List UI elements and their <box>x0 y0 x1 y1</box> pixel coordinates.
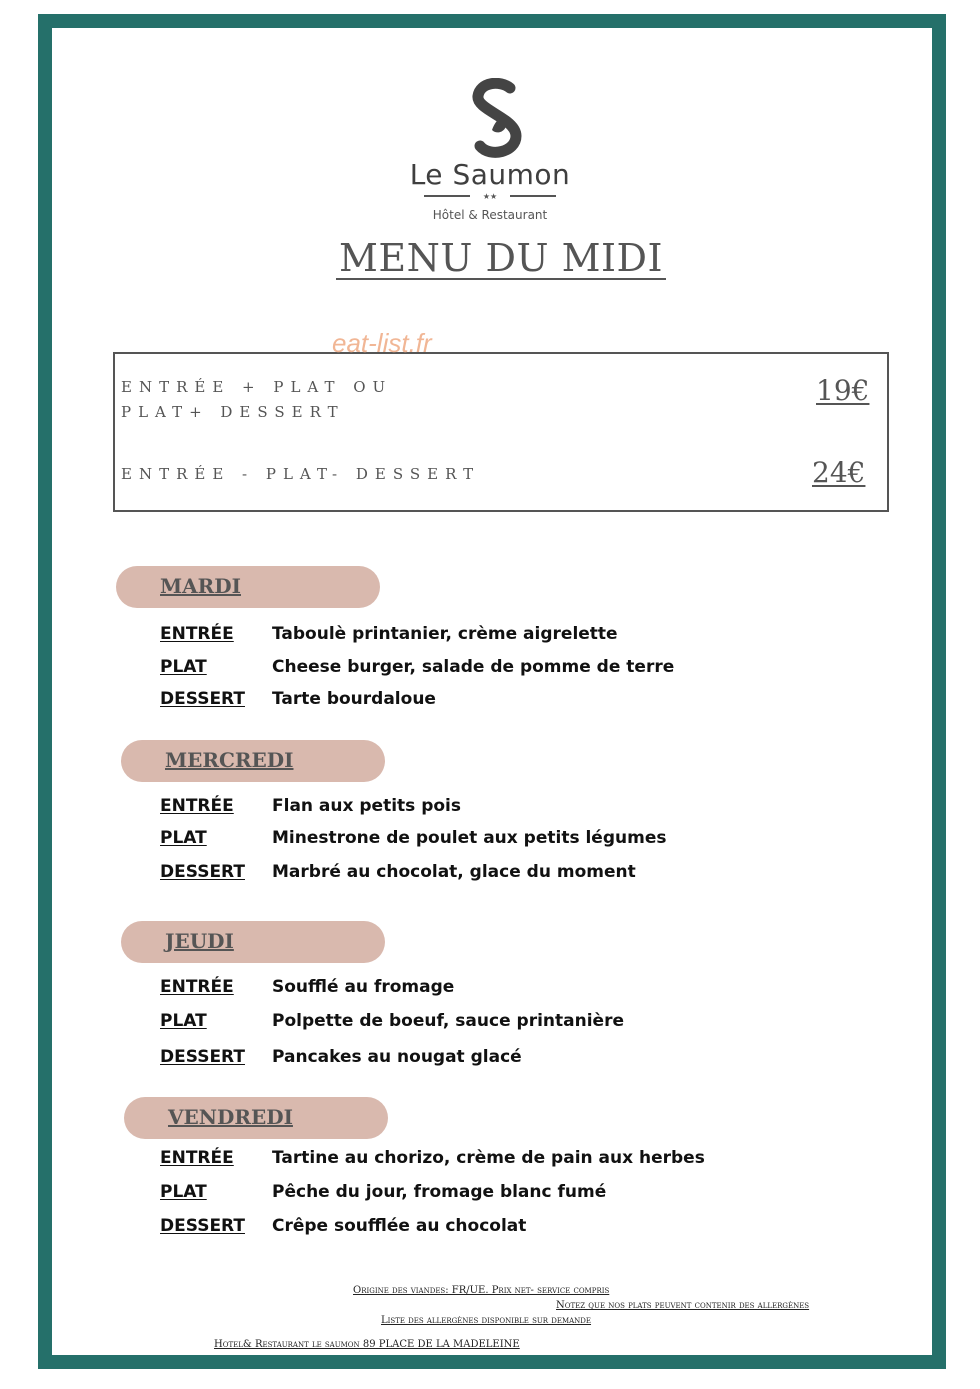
course-label: PLAT <box>160 1182 207 1202</box>
brand-name: Le Saumon <box>409 158 571 191</box>
day-header-jeudi <box>121 921 385 963</box>
day-name: MARDI <box>160 574 241 598</box>
dish-name: Soufflé au fromage <box>272 977 455 997</box>
dish-name: Crêpe soufflée au chocolat <box>272 1216 527 1236</box>
footer-address: Hotel& Restaurant le saumon 89 PLACE DE LA MADELEINE <box>214 1339 520 1350</box>
brand-stars: ★★ <box>470 193 510 201</box>
dish-name: Pêche du jour, fromage blanc fumé <box>272 1182 607 1202</box>
footer-allergen-list: Liste des allergènes disponible sur demande <box>381 1315 592 1326</box>
day-header-mardi <box>116 566 380 608</box>
price-box <box>113 352 889 512</box>
dish-name: Cheese burger, salade de pomme de terre <box>272 657 675 677</box>
page-title: MENU DU MIDI <box>336 236 666 280</box>
course-label: DESSERT <box>160 1216 245 1236</box>
dish-name: Tarte bourdaloue <box>272 689 436 709</box>
course-label: PLAT <box>160 828 207 848</box>
day-name: JEUDI <box>165 929 234 953</box>
formula-1-price: 19€ <box>816 374 870 407</box>
day-name: MERCREDI <box>165 748 294 772</box>
course-label: PLAT <box>160 657 207 677</box>
course-label: DESSERT <box>160 689 245 709</box>
course-label: ENTRÉE <box>160 796 234 816</box>
course-label: DESSERT <box>160 862 245 882</box>
course-label: PLAT <box>160 1011 207 1031</box>
salmon-logo-icon <box>470 78 524 158</box>
footer-allergen-note: Notez que nos plats peuvent contenir des allergènes <box>556 1300 810 1311</box>
dish-name: Polpette de boeuf, sauce printanière <box>272 1011 624 1031</box>
dish-name: Tartine au chorizo, crème de pain aux herbes <box>272 1148 705 1168</box>
course-label: DESSERT <box>160 1047 245 1067</box>
dish-name: Pancakes au nougat glacé <box>272 1047 522 1067</box>
dish-name: Marbré au chocolat, glace du moment <box>272 862 636 882</box>
footer-origin-note: Origine des viandes: FR/UE. Prix net- service compris <box>353 1285 610 1296</box>
day-header-vendredi <box>124 1097 388 1139</box>
formula-2-line1: ENTRÉE - PLAT- DESSERT <box>121 465 481 483</box>
dish-name: Minestrone de poulet aux petits légumes <box>272 828 667 848</box>
formula-2-price: 24€ <box>812 456 866 489</box>
watermark: eat-list.fr <box>332 328 432 358</box>
brand-subtitle: Hôtel & Restaurant <box>432 208 548 222</box>
day-name: VENDREDI <box>168 1105 293 1129</box>
formula-1-line2: PLAT+ DESSERT <box>121 403 345 421</box>
course-label: ENTRÉE <box>160 977 234 997</box>
course-label: ENTRÉE <box>160 1148 234 1168</box>
course-label: ENTRÉE <box>160 624 234 644</box>
dish-name: Taboulè printanier, crème aigrelette <box>272 624 618 644</box>
formula-1-line1: ENTRÉE + PLAT OU <box>121 378 393 396</box>
dish-name: Flan aux petits pois <box>272 796 462 816</box>
day-header-mercredi <box>121 740 385 782</box>
